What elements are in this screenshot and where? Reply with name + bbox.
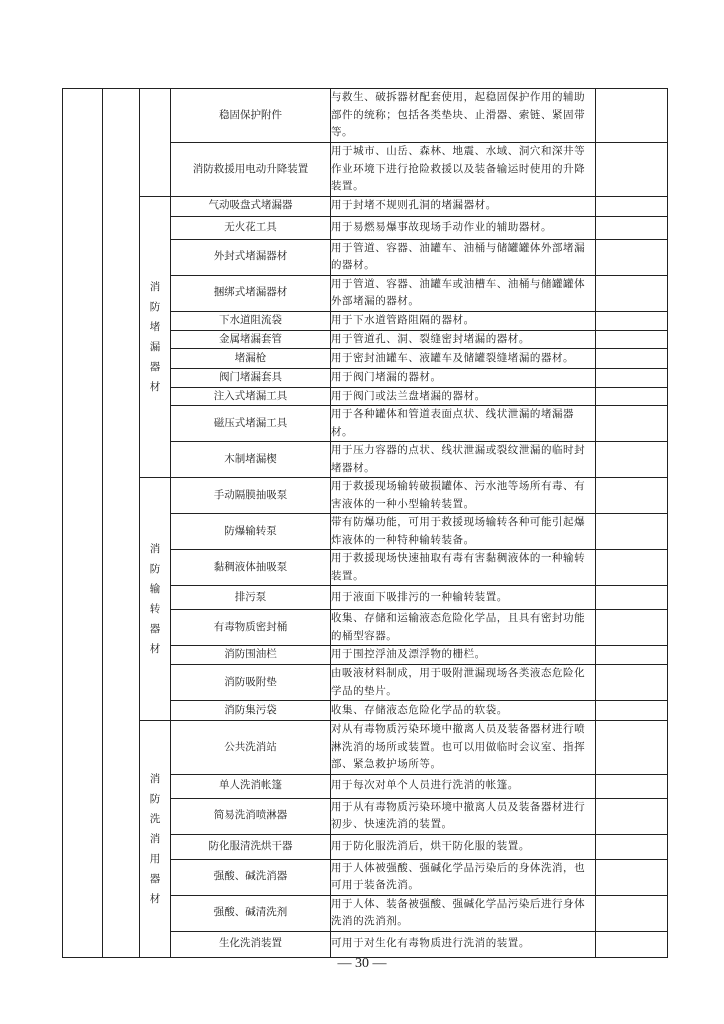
item-name: 单人洗消帐篷 [171, 774, 331, 798]
item-name: 公共洗消站 [171, 721, 331, 775]
note-cell [596, 931, 668, 957]
item-description: 用于液面下吸排污的一种输转装置。 [331, 586, 596, 610]
item-description: 用于围控浮油及漂浮物的栅栏。 [331, 646, 596, 665]
item-name: 外封式堵漏器材 [171, 239, 331, 275]
item-name: 注入式堵漏工具 [171, 387, 331, 406]
item-name: 有毒物质密封桶 [171, 610, 331, 646]
item-name: 气动吸盘式堵漏器 [171, 196, 331, 216]
category-label: 消防输转器材 [149, 543, 161, 655]
note-cell [596, 387, 668, 406]
item-name: 无火花工具 [171, 216, 331, 239]
item-name: 防化服清洗烘干器 [171, 834, 331, 859]
note-cell [596, 143, 668, 197]
item-name: 强酸、碱洗消器 [171, 859, 331, 895]
note-cell [596, 239, 668, 275]
item-description: 收集、存储液态危险化学品的软袋。 [331, 701, 596, 721]
item-name: 消防集污袋 [171, 701, 331, 721]
note-cell [596, 701, 668, 721]
item-description: 用于下水道管路阻隔的器材。 [331, 311, 596, 330]
item-name: 简易洗消喷淋器 [171, 798, 331, 834]
item-description: 用于管道、容器、油罐车或油槽车、油桶与储罐罐体外部堵漏的器材。 [331, 275, 596, 311]
note-cell [596, 311, 668, 330]
note-cell [596, 89, 668, 143]
item-description: 用于从有毒物质污染环境中撤离人员及装备器材进行初步、快速洗消的装置。 [331, 798, 596, 834]
item-description: 与救生、破拆器材配套使用，起稳固保护作用的辅助部件的统称；包括各类垫块、止滑器、索链、紧固带等。 [331, 89, 596, 143]
note-cell [596, 349, 668, 369]
item-description: 收集、存储和运输液态危险化学品，且具有密封功能的桶型容器。 [331, 610, 596, 646]
item-description: 可用于对生化有毒物质进行洗消的装置。 [331, 931, 596, 957]
item-name: 捆绑式堵漏器材 [171, 275, 331, 311]
category-cell [140, 721, 171, 958]
item-name: 手动隔膜抽吸泵 [171, 478, 331, 514]
note-cell [596, 275, 668, 311]
level1-blank-cell [63, 89, 103, 958]
note-cell [596, 442, 668, 478]
item-name: 消防救援用电动升降装置 [171, 143, 331, 197]
note-cell [596, 216, 668, 239]
item-name: 堵漏枪 [171, 349, 331, 369]
item-name: 稳固保护附件 [171, 89, 331, 143]
note-cell [596, 514, 668, 550]
item-name: 消防围油栏 [171, 646, 331, 665]
item-name: 磁压式堵漏工具 [171, 406, 331, 442]
item-name: 阀门堵漏套具 [171, 369, 331, 388]
item-name: 木制堵漏楔 [171, 442, 331, 478]
note-cell [596, 610, 668, 646]
item-name: 黏稠液体抽吸泵 [171, 550, 331, 586]
note-cell [596, 665, 668, 701]
note-cell [596, 895, 668, 931]
item-description: 用于封堵不规则孔洞的堵漏器材。 [331, 196, 596, 216]
item-description: 用于压力容器的点状、线状泄漏或裂纹泄漏的临时封堵器材。 [331, 442, 596, 478]
item-description: 用于人体被强酸、强碱化学品污染后的身体洗消，也可用于装备洗消。 [331, 859, 596, 895]
table-row [63, 196, 668, 216]
note-cell [596, 330, 668, 349]
item-description: 用于救援现场快速抽取有毒有害黏稠液体的一种输转装置。 [331, 550, 596, 586]
item-description: 用于人体、装备被强酸、强碱化学品污染后进行身体洗消的洗消剂。 [331, 895, 596, 931]
item-description: 用于易燃易爆事故现场手动作业的辅助器材。 [331, 216, 596, 239]
page-number: — 30 — [337, 956, 387, 971]
item-name: 金属堵漏套管 [171, 330, 331, 349]
item-name: 强酸、碱清洗剂 [171, 895, 331, 931]
category-label: 消防堵漏器材 [149, 280, 161, 393]
equipment-table [62, 88, 668, 958]
item-name: 消防吸附垫 [171, 665, 331, 701]
category-cell-continued [140, 89, 171, 197]
note-cell [596, 586, 668, 610]
category-cell [140, 196, 171, 478]
item-description: 用于管道孔、洞、裂缝密封堵漏的器材。 [331, 330, 596, 349]
item-description: 对从有毒物质污染环境中撤离人员及装备器材进行喷淋洗消的场所或装置。也可以用做临时会议室、指挥部、紧急救护场所等。 [331, 721, 596, 775]
item-description: 用于每次对单个人员进行洗消的帐篷。 [331, 774, 596, 798]
note-cell [596, 721, 668, 775]
note-cell [596, 798, 668, 834]
item-description: 用于救援现场输转破损罐体、污水池等场所有毒、有害液体的一种小型输转装置。 [331, 478, 596, 514]
table-row [63, 89, 668, 143]
note-cell [596, 196, 668, 216]
equipment-table-body [63, 89, 668, 958]
note-cell [596, 478, 668, 514]
item-description: 用于防化服洗消后，烘干防化服的装置。 [331, 834, 596, 859]
level2-blank-cell [103, 89, 140, 958]
note-cell [596, 646, 668, 665]
note-cell [596, 550, 668, 586]
note-cell [596, 834, 668, 859]
note-cell [596, 369, 668, 388]
item-name: 排污泵 [171, 586, 331, 610]
item-name: 生化洗消装置 [171, 931, 331, 957]
item-description: 用于各种罐体和管道表面点状、线状泄漏的堵漏器材。 [331, 406, 596, 442]
category-label: 消防洗消用器材 [149, 772, 161, 905]
item-description: 带有防爆功能，可用于救援现场输转各种可能引起爆炸液体的一种特种输转装备。 [331, 514, 596, 550]
item-description: 用于密封油罐车、液罐车及储罐裂缝堵漏的器材。 [331, 349, 596, 369]
item-name: 下水道阻流袋 [171, 311, 331, 330]
note-cell [596, 774, 668, 798]
note-cell [596, 406, 668, 442]
table-row [63, 478, 668, 514]
item-description: 由吸液材料制成，用于吸附泄漏现场各类液态危险化学品的垫片。 [331, 665, 596, 701]
item-description: 用于城市、山岳、森林、地震、水域、洞穴和深井等作业环境下进行抢险救援以及装备输运时使用的升降装置。 [331, 143, 596, 197]
item-name: 防爆输转泵 [171, 514, 331, 550]
item-description: 用于阀门或法兰盘堵漏的器材。 [331, 387, 596, 406]
item-description: 用于阀门堵漏的器材。 [331, 369, 596, 388]
table-row [63, 721, 668, 775]
item-description: 用于管道、容器、油罐车、油桶与储罐罐体外部堵漏的器材。 [331, 239, 596, 275]
category-cell [140, 478, 171, 721]
note-cell [596, 859, 668, 895]
